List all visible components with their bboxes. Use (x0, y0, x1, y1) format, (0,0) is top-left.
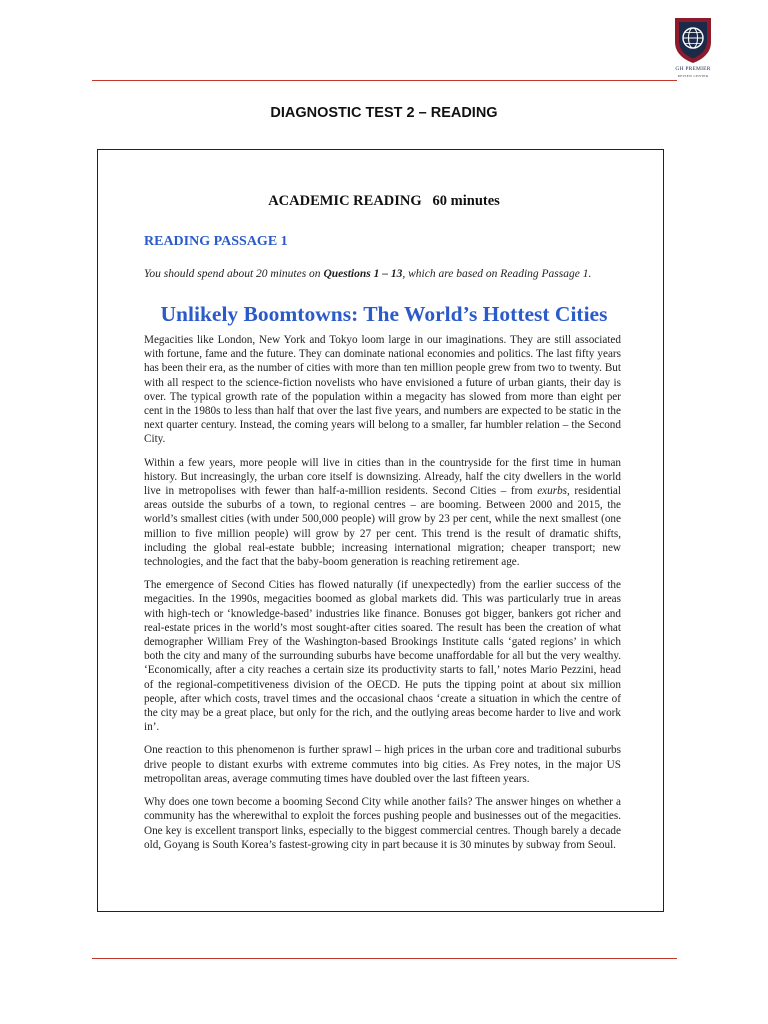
logo-name: GH PREMIER (675, 66, 711, 72)
paragraph-text: Megacities like London, New York and Tokyo loom large in our imaginations. They are still associated with fortune, fame and the future. They can dominate national economies and politics. The last fifty years has been their era, as the number of cities with more than ten million people grew from two to twenty. But with all respect to the science-fiction novelists who have envisioned a future of urban giants, their day is over. The typical growth rate of the population within a megacity has slowed from more than eight per cent in the 1980s to less than half that over the last five years, and numbers are expected to be static in the next quarter century. Instead, the coming years will belong to a smaller, far humbler relation – the Second City. (144, 334, 621, 446)
paragraph (144, 456, 621, 570)
passage-label: READING PASSAGE 1 (144, 234, 288, 249)
page-title: DIAGNOSTIC TEST 2 – READING (270, 105, 498, 121)
paragraph (144, 333, 621, 447)
paragraph-text: , residential areas outside the suburbs of a town, to regional centres – are booming. Between 2000 and 2015, the world’s smallest cities (with under 500,000 people) will grow by 23 per cent, while the next smallest (one million to five million people) will grow by 27 per cent. This trend is the result of dramatic shifts, including the global real-estate bubble; increasing international migration; cheaper transport; new technologies, and the fact that the baby-boom generation is reaching retirement age. (144, 485, 621, 569)
logo-subtitle: REVIEW CENTER (677, 74, 709, 78)
shield-globe-icon (673, 16, 713, 64)
paragraph-text: Why does one town become a booming Second City while another fails? The answer hinges on whether a community has the wherewithal to exploit the forces pushing people and businesses out of the megacities. One key is excellent transport links, especially to the biggest commercial centres. Though barely a decade old, Goyang is South Korea’s fastest-growing city in part because it is 30 minutes by subway from Seoul. (144, 796, 621, 851)
article-title: Unlikely Boomtowns: The World’s Hottest Cities (160, 302, 608, 326)
paragraph-text: The emergence of Second Cities has flowed naturally (if unexpectedly) from the earlier success of the megacities. In the 1990s, megacities boomed as global markets did. This was particularly true in areas with high-tech or ‘knowledge-based’ industries like finance. Bonuses got bigger, bankers got richer and real-estate prices in the world’s most sought-after cities soared. The result has been the creation of what demographer William Frey of the Washington-based Brookings Institute calls ‘gated regions’ in which both the city and many of the surrounding suburbs have become unaffordable for all but the very wealthy. ‘Economically, after a city reaches a certain size its productivity starts to fall,’ notes Mario Pezzini, head of the regional-competitiveness division of the OECD. He puts the tipping point at about six million people, after which costs, travel times and the occasional chaos ‘create a situation in which the centre of the city may be a great place, but only for the rich, and the outlying areas become harder to live and work in’. (144, 579, 621, 734)
instruction-text (144, 268, 644, 280)
question-range: Questions 1 – 13 (323, 268, 403, 280)
paragraph (144, 578, 621, 734)
italic-term: exurbs (537, 485, 568, 498)
paragraph (144, 795, 621, 852)
exam-subject: ACADEMIC READING 60 minutes (268, 193, 500, 209)
footer-divider (92, 958, 677, 959)
passage-body (144, 333, 621, 861)
paragraph-text: Within a few years, more people will live in cities than in the countryside for the first time in human history. But increasingly, the urban core itself is downsizing. Already, half the city dwellers in the world live in metropolises with fewer than half-a-million residents. Second Cities – from (144, 456, 621, 498)
header-divider (92, 80, 677, 81)
instruction-suffix: , which are based on Reading Passage 1. (402, 268, 592, 280)
instruction-prefix: You should spend about 20 minutes on (144, 268, 324, 280)
paragraph (144, 743, 621, 786)
gh-premier-logo (666, 16, 720, 79)
paragraph-text: One reaction to this phenomenon is further sprawl – high prices in the urban core and traditional suburbs drive people to distant exurbs with extreme commutes into big cities. As Frey notes, in the major US metropolitan areas, average commuting times have doubled over the last fifteen years. (144, 744, 621, 785)
